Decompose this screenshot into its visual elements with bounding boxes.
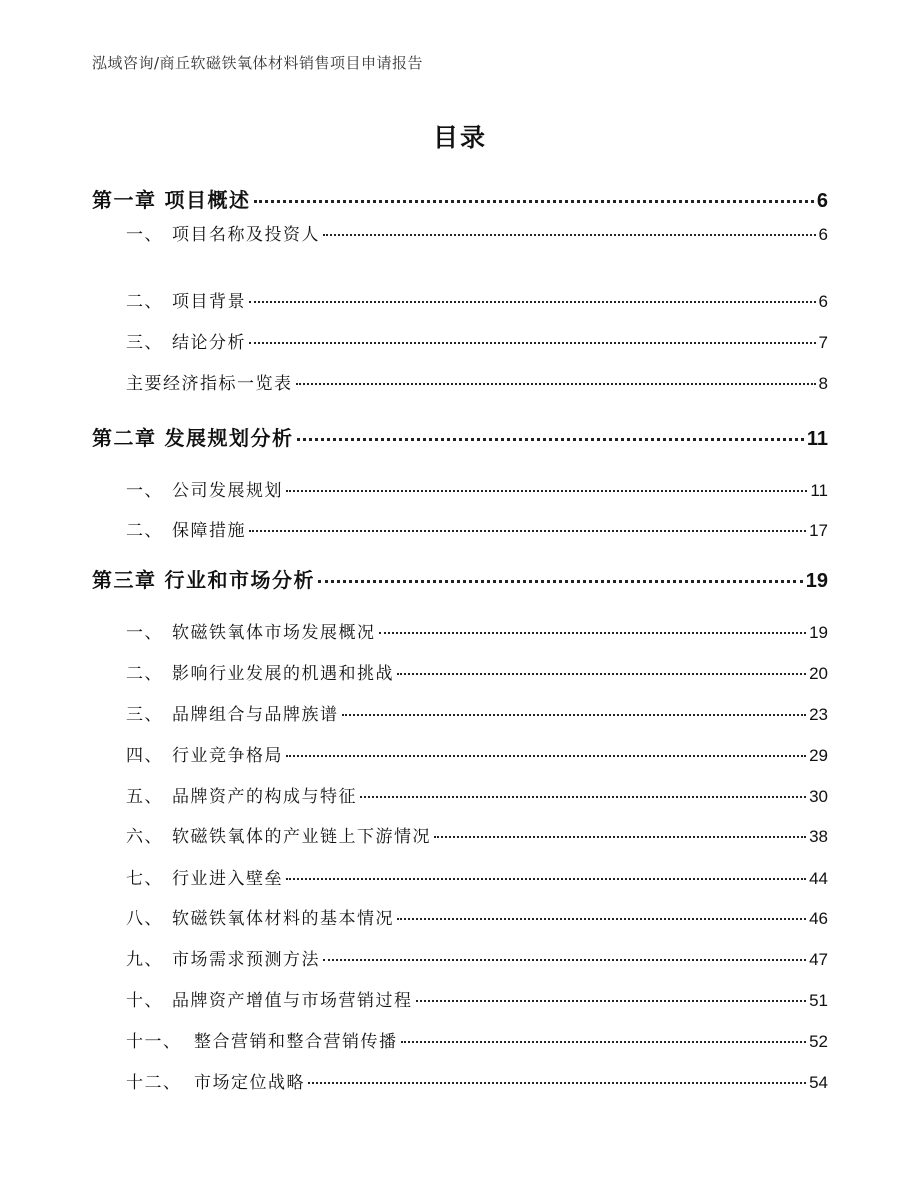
- toc-page-number: 6: [818, 225, 828, 244]
- dot-leader: [318, 580, 803, 583]
- toc-entry-label: [126, 516, 246, 541]
- toc-entry-number: 九、: [126, 950, 163, 970]
- toc-section-entry[interactable]: [126, 659, 828, 684]
- toc-page-number: 17: [809, 521, 828, 540]
- toc-entry-number: 十、: [126, 991, 163, 1011]
- toc-entry-label: [126, 700, 339, 725]
- dot-leader: [434, 836, 806, 838]
- toc-entry-label: [126, 986, 413, 1011]
- toc-entry-number: 四、: [126, 746, 163, 766]
- toc-chapter-entry[interactable]: [92, 184, 828, 213]
- dot-leader: [397, 673, 806, 675]
- toc-section-entry[interactable]: [126, 476, 828, 501]
- toc-page-number: 52: [809, 1032, 828, 1051]
- toc-entry-number: 第二章: [92, 426, 157, 450]
- toc-entry-number: 一、: [126, 225, 163, 245]
- toc-page-number: 19: [805, 570, 828, 592]
- toc-entry-text: 主要经济指标一览表: [126, 374, 293, 394]
- toc-page-number: 30: [809, 787, 828, 806]
- toc-entry-number: 二、: [126, 664, 163, 684]
- toc-entry-text: 品牌资产增值与市场营销过程: [172, 991, 413, 1011]
- toc-entry-number: 三、: [126, 333, 163, 353]
- toc-section-entry[interactable]: [126, 700, 828, 725]
- toc-entry-text: 软磁铁氧体市场发展概况: [172, 623, 376, 643]
- toc-entry-number: 八、: [126, 909, 163, 929]
- toc-page-number: 11: [810, 481, 828, 500]
- dot-leader: [323, 234, 816, 236]
- toc-entry-text: 市场需求预测方法: [172, 950, 320, 970]
- toc-entry-text: 软磁铁氧体的产业链上下游情况: [172, 827, 431, 847]
- toc-entry-number: 七、: [126, 869, 163, 889]
- dot-leader: [416, 1000, 807, 1002]
- toc-page-number: 47: [809, 950, 828, 969]
- toc-entry-number: 十一、: [126, 1032, 182, 1052]
- toc-page-number: 11: [806, 428, 828, 450]
- dot-leader: [297, 438, 804, 441]
- dot-leader: [286, 755, 806, 757]
- toc-entry-label: [126, 904, 394, 929]
- dot-leader: [286, 490, 807, 492]
- toc-page-number: 20: [809, 664, 828, 683]
- toc-page-number: 23: [809, 705, 828, 724]
- toc-entry-label: [126, 864, 283, 889]
- toc-page-number: 8: [818, 374, 828, 393]
- toc-page-number: 19: [809, 623, 828, 642]
- toc-entry-number: 第三章: [92, 568, 157, 592]
- toc-section-entry[interactable]: [126, 741, 828, 766]
- toc-page-number: 44: [809, 869, 828, 888]
- toc-section-entry[interactable]: [126, 516, 828, 541]
- toc-entry-text: 品牌组合与品牌族谱: [172, 705, 339, 725]
- toc-entry-text: 项目背景: [172, 292, 246, 312]
- toc-page-number: 29: [809, 746, 828, 765]
- toc-section-entry[interactable]: [126, 822, 828, 847]
- toc-page-number: 6: [818, 292, 828, 311]
- dot-leader: [254, 200, 814, 203]
- dot-leader: [296, 383, 816, 385]
- toc-entry-text: 结论分析: [172, 333, 246, 353]
- dot-leader: [323, 959, 806, 961]
- toc-entry-text: 发展规划分析: [164, 426, 294, 450]
- dot-leader: [286, 878, 806, 880]
- toc-entry-text: 市场定位战略: [194, 1073, 305, 1093]
- toc-entry-number: 十二、: [126, 1073, 182, 1093]
- dot-leader: [360, 796, 806, 798]
- toc-entry-text: 公司发展规划: [172, 481, 283, 501]
- toc-entry-label: [92, 564, 315, 593]
- toc-section-entry[interactable]: [126, 864, 828, 889]
- toc-entry-text: 整合营销和整合营销传播: [194, 1032, 398, 1052]
- toc-page-number: 38: [809, 827, 828, 846]
- toc-entry-label: [126, 328, 246, 353]
- toc-section-entry[interactable]: [126, 369, 828, 394]
- toc-entry-number: 二、: [126, 292, 163, 312]
- toc-entry-text: 行业和市场分析: [164, 568, 315, 592]
- toc-section-entry[interactable]: [126, 945, 828, 970]
- dot-leader: [249, 342, 816, 344]
- toc-entry-text: 行业竞争格局: [172, 746, 283, 766]
- toc-entry-number: 二、: [126, 521, 163, 541]
- toc-entry-label: [126, 1068, 305, 1093]
- toc-section-entry[interactable]: [126, 782, 828, 807]
- toc-section-entry[interactable]: [126, 328, 828, 353]
- dot-leader: [401, 1041, 807, 1043]
- toc-page-number: 46: [809, 909, 828, 928]
- dot-leader: [249, 530, 806, 532]
- toc-entry-label: [126, 618, 376, 643]
- dot-leader: [308, 1082, 806, 1084]
- toc-entry-number: 三、: [126, 705, 163, 725]
- toc-entry-label: [126, 659, 394, 684]
- toc-page-number: 51: [809, 991, 828, 1010]
- toc-entry-number: 五、: [126, 787, 163, 807]
- dot-leader: [342, 714, 807, 716]
- toc-entry-text: 行业进入壁垒: [172, 869, 283, 889]
- toc-entry-label: [126, 220, 320, 245]
- toc-section-entry[interactable]: [126, 904, 828, 929]
- dot-leader: [397, 918, 806, 920]
- toc-title: 目录: [432, 123, 487, 152]
- dot-leader: [249, 301, 816, 303]
- running-header: 泓域咨询/商丘软磁铁氧体材料销售项目申请报告: [92, 54, 424, 72]
- toc-entry-label: [92, 184, 251, 213]
- toc-entry-number: 六、: [126, 827, 163, 847]
- toc-entry-number: 一、: [126, 623, 163, 643]
- toc-entry-label: [126, 1027, 398, 1052]
- toc-entry-label: [126, 741, 283, 766]
- toc-entry-label: [126, 476, 283, 501]
- toc-entry-text: 软磁铁氧体材料的基本情况: [172, 909, 394, 929]
- toc-entry-label: [126, 945, 320, 970]
- toc-entry-label: [126, 782, 357, 807]
- toc-section-entry[interactable]: [126, 1027, 828, 1052]
- toc-entry-text: 项目概述: [164, 188, 251, 212]
- toc-section-entry[interactable]: [126, 220, 828, 245]
- toc-page-number: 7: [818, 333, 828, 352]
- toc-entry-text: 保障措施: [172, 521, 246, 541]
- toc-page-number: 54: [809, 1073, 828, 1092]
- toc-section-entry[interactable]: [126, 986, 828, 1011]
- toc-entry-label: [126, 287, 246, 312]
- toc-chapter-entry[interactable]: [92, 422, 828, 451]
- toc-entry-label: [126, 369, 293, 394]
- toc-page-number: 6: [816, 190, 828, 212]
- toc-entry-text: 影响行业发展的机遇和挑战: [172, 664, 394, 684]
- toc-entry-label: [126, 822, 431, 847]
- toc-entry-label: [92, 422, 294, 451]
- toc-section-entry[interactable]: [126, 1068, 828, 1093]
- toc-chapter-entry[interactable]: [92, 564, 828, 593]
- toc-section-entry[interactable]: [126, 618, 828, 643]
- dot-leader: [379, 632, 807, 634]
- toc-section-entry[interactable]: [126, 287, 828, 312]
- toc-entry-text: 项目名称及投资人: [172, 225, 320, 245]
- toc-entry-number: 第一章: [92, 188, 157, 212]
- toc-entry-number: 一、: [126, 481, 163, 501]
- toc-entry-text: 品牌资产的构成与特征: [172, 787, 357, 807]
